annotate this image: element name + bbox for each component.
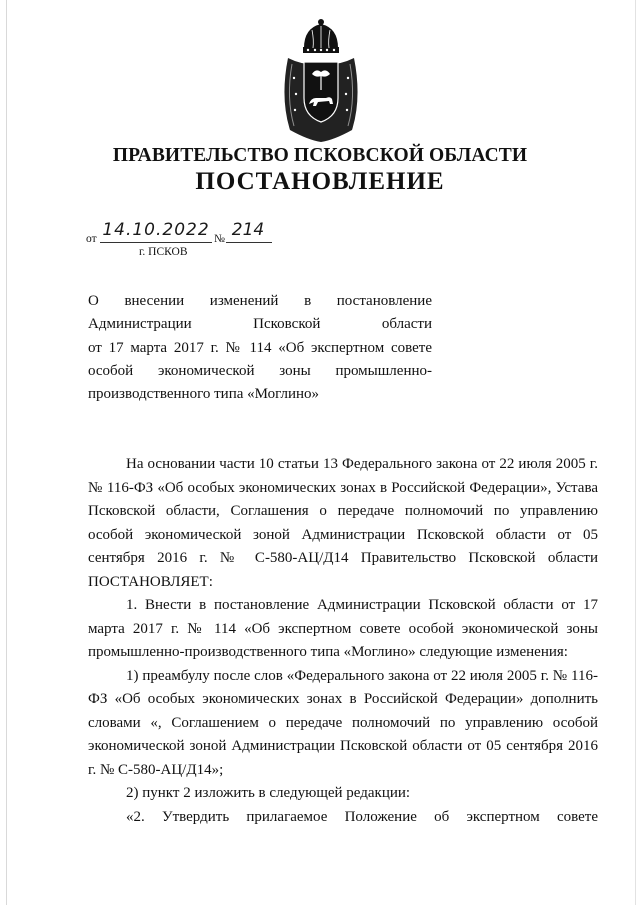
scan-edge <box>635 0 636 905</box>
subject-line: производственного типа «Моглино» <box>88 386 320 403</box>
handwritten-number: 214 <box>231 220 265 240</box>
city-label: г. ПСКОВ <box>139 246 188 258</box>
number-sign: № <box>214 233 225 245</box>
date-underline <box>100 242 212 243</box>
date-number-block <box>86 222 286 262</box>
item-1-2-paragraph: 2) пункт 2 изложить в следующей редакции: <box>126 785 411 801</box>
item-1-2-quote-paragraph: «2. Утвердить прилагаемое Положение об экспертном совете <box>126 808 598 825</box>
document-type-title: ПОСТАНОВЛЕНИЕ <box>195 168 445 195</box>
document-subject <box>88 290 432 406</box>
number-underline <box>226 242 272 243</box>
item-1-1-paragraph: 1) преамбулу после слов «Федерального закона от 22 июля 2005 г. № 116-ФЗ «Об особых экономических зонах в Российской Федерации» дополнить словами «, Соглашением о передаче полномочий по управлению особой экономической зоной Администрации Псковской области от 05 сентября 2016 г. № С-580-АЦ/Д14»; <box>88 667 598 778</box>
subject-line: О внесении изменений в постановление <box>88 293 432 309</box>
issuing-authority: ПРАВИТЕЛЬСТВО ПСКОВСКОЙ ОБЛАСТИ <box>112 145 528 166</box>
subject-line: Администрации Псковской области <box>88 316 432 333</box>
document-body <box>88 453 598 829</box>
preamble-paragraph: На основании части 10 статьи 13 Федерального закона от 22 июля 2005 г. № 116-ФЗ «Об особых экономических зонах в Российской Федерации», Устава Псковской области, Соглашения о передаче полномочий по управлению особой экономической зоной Администрации Псковской области от 05 сентября 2016 г. № С-580-АЦ/Д14 Правительство Псковской области ПОСТАНОВЛЯЕТ: <box>88 456 598 590</box>
item-1-paragraph: 1. Внести в постановление Администрации Псковской области от 17 марта 2017 г. № 114 «Об экспертном совете особой экономической зоны промышленно-производственного типа «Моглино» следующие изменения: <box>88 597 598 660</box>
handwritten-date: 14.10.2022 <box>102 220 210 240</box>
scan-edge <box>6 0 7 905</box>
date-prefix-label: от <box>86 233 97 245</box>
subject-line: особой экономической зоны промышленно- <box>88 362 432 379</box>
subject-line: от 17 марта 2017 г. № 114 «Об экспертном совете <box>88 339 432 356</box>
coat-of-arms-emblem <box>278 18 364 144</box>
